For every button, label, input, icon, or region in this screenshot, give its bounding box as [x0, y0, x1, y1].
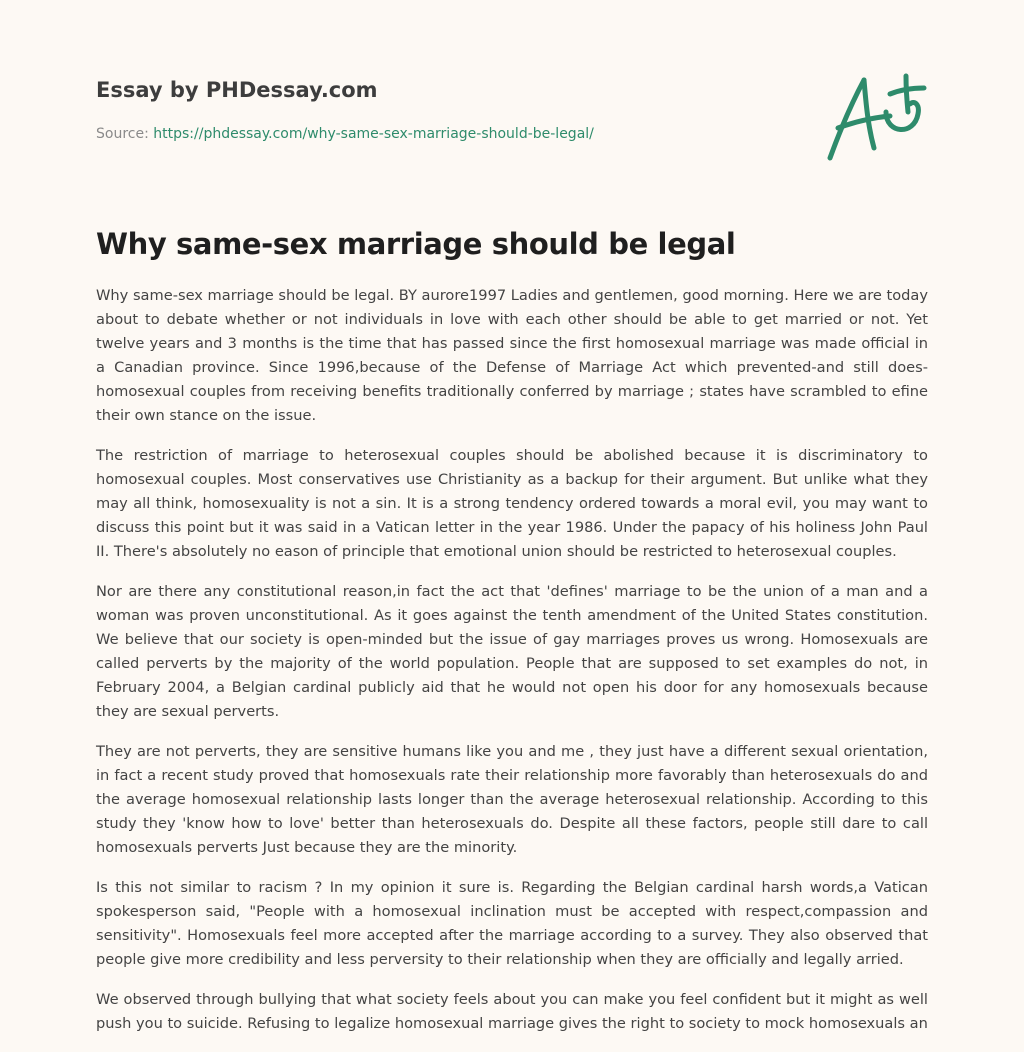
page-header: [96, 74, 928, 194]
a-plus-grade-icon: [824, 68, 928, 164]
essay-paragraph: Nor are there any constitutional reason,in fact the act that 'defines' marriage to be the union of a man and a woman was proven unconstitutional. As it goes against the tenth amendment of the United States constitution. We believe that our society is open-minded but the issue of gay marriages proves us wrong. Homosexuals are called perverts by the majority of the world population. People that are supposed to set examples do not, in February 2004, a Belgian cardinal publicly aid that he would not open his door for any homosexuals because they are sexual perverts.: [96, 583, 928, 720]
site-title: Essay by PHDessay.com: [96, 78, 378, 102]
source-label: Source:: [96, 126, 154, 142]
essay-paragraph: The restriction of marriage to heterosexual couples should be abolished because it is discriminatory to homosexual couples. Most conservatives use Christianity as a backup for their argument. But unlike what they may all think, homosexuality is not a sin. It is a strong tendency ordered towards a moral evil, you may want to discuss this point but it was said in a Vatican letter in the year 1986. Under the papacy of his holiness John Paul II. There's absolutely no eason of principle that emotional union should be restricted to heterosexual couples.: [96, 447, 928, 560]
essay-paragraph: Why same-sex marriage should be legal. BY aurore1997 Ladies and gentlemen, good morning. Here we are today about to debate whether or not individuals in love with each other should be able to get married or not. Yet twelve years and 3 months is the time that has passed since the first homosexual marriage was made official in a Canadian province. Since 1996,because of the Defense of Marriage Act which prevented-and still does-homosexual couples from receiving benefits traditionally conferred by marriage ; states have scrambled to efine their own stance on the issue.: [96, 287, 929, 424]
essay-paragraph: They are not perverts, they are sensitive humans like you and me , they just have a different sexual orientation, in fact a recent study proved that homosexuals rate their relationship more favorably than heterosexuals do and the average homosexual relationship lasts longer than the average heterosexual relationship. According to this study they 'know how to love' better than heterosexuals do. Despite all these factors, people still dare to call homosexuals perverts Just because they are the minority.: [96, 743, 928, 856]
source-line: [96, 124, 928, 144]
essay-title: Why same-sex marriage should be legal: [96, 227, 736, 261]
essay-paragraph: Is this not similar to racism ? In my opinion it sure is. Regarding the Belgian cardinal harsh words,a Vatican spokesperson said, "People with a homosexual inclination must be accepted with respect,compassion and sensitivity". Homosexuals feel more accepted after the marriage according to a survey. They also observed that people give more credibility and less perversity to their relationship when they are officially and legally arried.: [96, 879, 928, 968]
essay-body: [96, 284, 928, 1052]
source-link[interactable]: https://phdessay.com/why-same-sex-marriage-should-be-legal/: [153, 126, 594, 142]
essay-paragraph: We observed through bullying that what society feels about you can make you feel confident but it might as well push you to suicide. Refusing to legalize homosexual marriage gives the right to society to mock homosexuals an: [96, 991, 928, 1032]
